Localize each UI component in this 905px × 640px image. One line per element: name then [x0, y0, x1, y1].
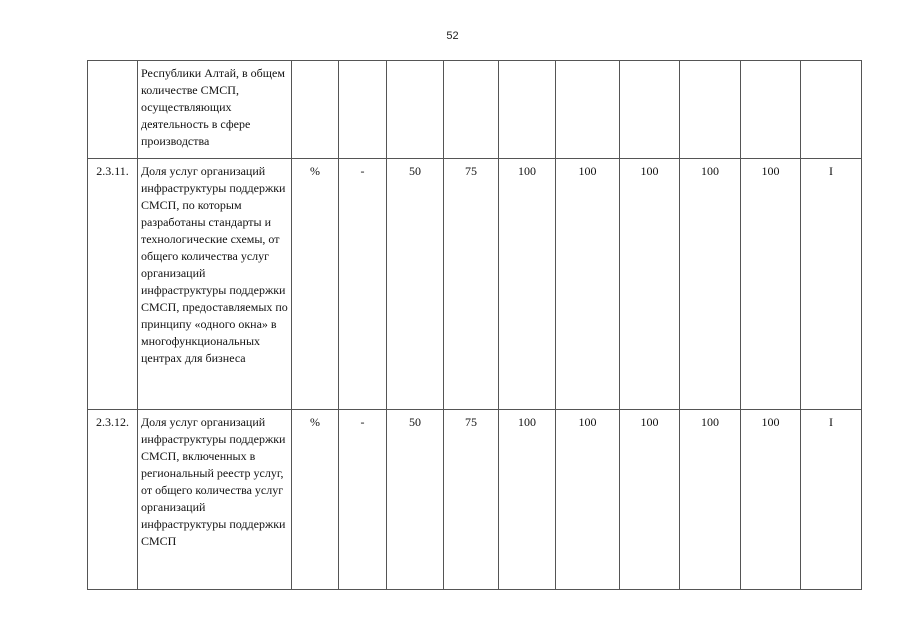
row-number	[88, 61, 138, 159]
value-cell	[741, 61, 801, 159]
unit-cell: %	[292, 159, 339, 410]
value-cell	[339, 61, 387, 159]
value-cell	[387, 61, 444, 159]
indicator-name: Доля услуг организаций инфраструктуры поддержки СМСП, включенных в региональный реестр услуг, от общего количества услуг организаций инфраструктуры поддержки СМСП	[138, 410, 292, 590]
value-cell: 100	[620, 410, 680, 590]
unit-cell	[292, 61, 339, 159]
value-cell: I	[801, 159, 862, 410]
value-cell: -	[339, 159, 387, 410]
table-row	[88, 159, 862, 410]
value-cell: 50	[387, 410, 444, 590]
table-row	[88, 61, 862, 159]
indicator-name: Республики Алтай, в общем количестве СМСП, осуществляющих деятельность в сфере производства	[138, 61, 292, 159]
value-cell: 100	[620, 159, 680, 410]
row-number: 2.3.11.	[88, 159, 138, 410]
value-cell	[620, 61, 680, 159]
value-cell: 100	[680, 159, 741, 410]
value-cell: I	[801, 410, 862, 590]
value-cell	[556, 61, 620, 159]
value-cell: 75	[444, 159, 499, 410]
value-cell: 100	[680, 410, 741, 590]
indicator-name: Доля услуг организаций инфраструктуры поддержки СМСП, по которым разработаны стандарты и технологические схемы, от общего количества услуг организаций инфраструктуры поддержки СМСП, предоставляемых по принципу «одного окна» в многофункциональных центрах для бизнеса	[138, 159, 292, 410]
value-cell	[444, 61, 499, 159]
page-number: 52	[446, 30, 459, 42]
value-cell: 100	[499, 159, 556, 410]
indicators-table	[87, 60, 862, 590]
value-cell: 100	[741, 159, 801, 410]
value-cell: 50	[387, 159, 444, 410]
value-cell: 100	[499, 410, 556, 590]
value-cell	[680, 61, 741, 159]
value-cell: 100	[556, 159, 620, 410]
value-cell: -	[339, 410, 387, 590]
value-cell: 100	[741, 410, 801, 590]
value-cell	[499, 61, 556, 159]
unit-cell: %	[292, 410, 339, 590]
value-cell	[801, 61, 862, 159]
value-cell: 100	[556, 410, 620, 590]
value-cell: 75	[444, 410, 499, 590]
table-row	[88, 410, 862, 590]
row-number: 2.3.12.	[88, 410, 138, 590]
